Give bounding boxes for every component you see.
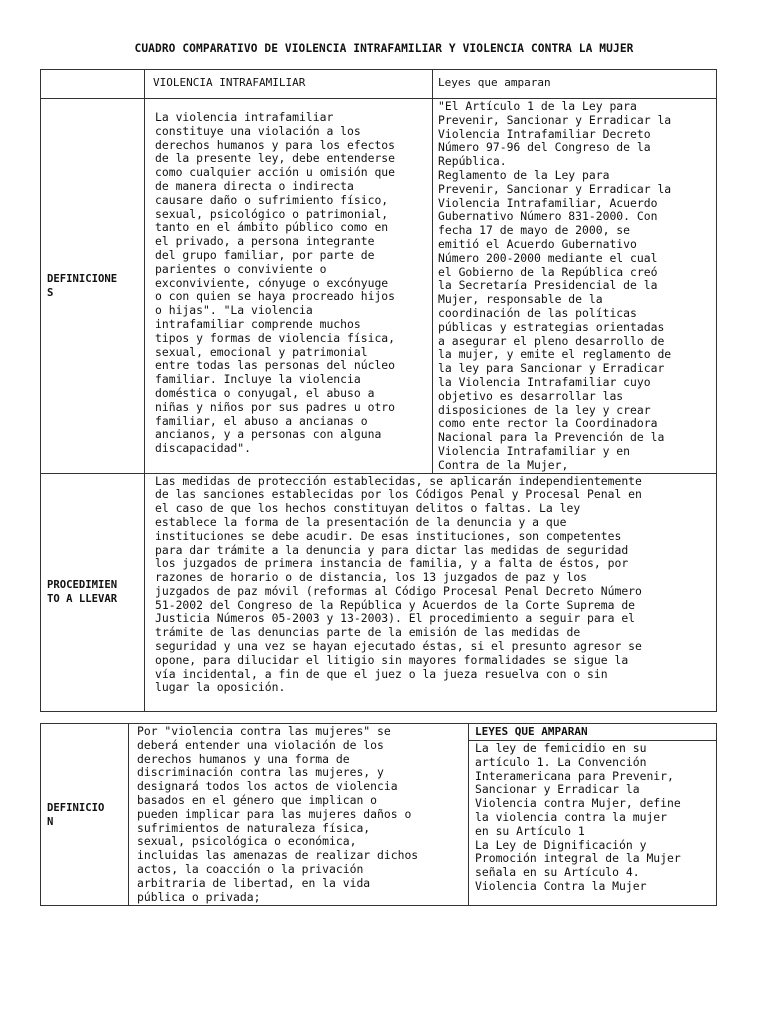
procedimiento-text: Las medidas de protección establecidas, se aplicarán independientemente de las sanciones establecidas por los Códigos Penal y Procesal Penal en el caso de que los hechos constituyan delitos o faltas. La ley establece la forma de la presentación de la denuncia y a que instituciones se debe acudir. De esas instituciones, son competentes para dar trámite a la denuncia y para dictar las medidas de seguridad los juzgados de primera instancia de familia, y a falta de éstos, por razones de horario o de distancia, los 13 juzgados de paz y los juzgados de paz móvil (reformas al Código Procesal Penal Decreto Número 51-2002 del Congreso de la República y Acuerdos de la Corte Suprema de Justicia Números 05-2003 y 13-2003). El procedimiento a seguir para el trámite de las denuncias parte de la emisión de las medidas de seguridad y una vez se hayan ejecutado éstas, si el presunto agresor se opone, para dilucidar el litigio sin mayores formalidades se sigue la vía incidental, a fin de que el juez o la jueza resuelva con o sin lugar la oposición. xyxy=(145,473,717,711)
row-label-procedimiento: PROCEDIMIEN TO A LLEVAR xyxy=(41,473,145,711)
leyes-violencia-mujer-cell xyxy=(469,724,717,906)
comparison-table-violencia-mujer xyxy=(40,723,717,906)
row-definicion xyxy=(41,724,717,906)
row-label-definicion: DEFINICIO N xyxy=(41,724,129,906)
table1-corner-cell xyxy=(41,70,145,99)
col-header-leyes-que-amparan: Leyes que amparan xyxy=(433,70,717,99)
col-header-violencia-intrafamiliar: VIOLENCIA INTRAFAMILIAR xyxy=(145,70,433,99)
document-title: CUADRO COMPARATIVO DE VIOLENCIA INTRAFAMILIAR Y VIOLENCIA CONTRA LA MUJER xyxy=(134,42,634,55)
row-procedimiento xyxy=(41,473,717,711)
table1-header-row xyxy=(41,70,717,99)
leyes-que-amparan-header: LEYES QUE AMPARAN xyxy=(475,725,588,738)
row-label-definiciones: DEFINICIONE S xyxy=(41,99,145,474)
comparison-table-intrafamiliar xyxy=(40,69,717,712)
leyes-intrafamiliar-text: "El Artículo 1 de la Ley para Prevenir, Sancionar y Erradicar la Violencia Intrafamiliar Decreto Número 97-96 del Congreso de la República. Reglamento de la Ley para Prevenir, Sancionar y Erradicar la Violencia Intrafamiliar, Acuerdo Gubernativo Número 831-2000. Con fecha 17 de mayo de 2000, se emitió el Acuerdo Gubernativo Número 200-2000 mediante el cual el Gobierno de la República creó la Secretaría Presidencial de la Mujer, responsable de la coordinación de las políticas públicas y estrategias orientadas a asegurar el pleno desarrollo de la mujer, y emite el reglamento de la ley para Sancionar y Erradicar la Violencia Intrafamiliar cuyo objetivo es desarrollar las disposiciones de la ley y crear como ente rector la Coordinadora Nacional para la Prevención de la Violencia Intrafamiliar y en Contra de la Mujer, xyxy=(433,99,717,474)
definicion-intrafamiliar-text: La violencia intrafamiliar constituye una violación a los derechos humanos y para los efectos de la presente ley, debe entenderse como cualquier acción u omisión que de manera directa o indirecta causare daño o sufrimiento físico, sexual, psicológico o patrimonial, tanto en el ámbito público como en el privado, a persona integrante del grupo familiar, por parte de parientes o conviviente o exconviviente, cónyuge o excónyuge o con quien se haya procreado hijos o hijas". "La violencia intrafamiliar comprende muchos tipos y formas de violencia física, sexual, emocional y patrimonial entre todas las personas del núcleo familiar. Incluye la violencia doméstica o conyugal, el abuso a niñas y niños por sus padres u otro familiar, el abuso a ancianas o ancianos, y a personas con alguna discapacidad". xyxy=(145,99,433,474)
definicion-violencia-mujer-text: Por "violencia contra las mujeres" se deberá entender una violación de los derechos humanos y una forma de discriminación contra las mujeres, y designará todos los actos de violencia basados en el género que implican o pueden implicar para las mujeres daños o sufrimientos de naturaleza física, sexual, psicológica o económica, incluidas las amenazas de realizar dichos actos, la coacción o la privación arbitraria de libertad, en la vida pública o privada; xyxy=(129,724,469,906)
row-definiciones xyxy=(41,99,717,474)
leyes-violencia-mujer-text: La ley de femicidio en su artículo 1. La Convención Interamericana para Prevenir, Sancionar y Erradicar la Violencia contra Mujer, define la violencia contra la mujer en su Artículo 1 La Ley de Dignificación y Promoción integral de la Mujer señala en su Artículo 4. Violencia Contra la Mujer xyxy=(469,740,716,894)
